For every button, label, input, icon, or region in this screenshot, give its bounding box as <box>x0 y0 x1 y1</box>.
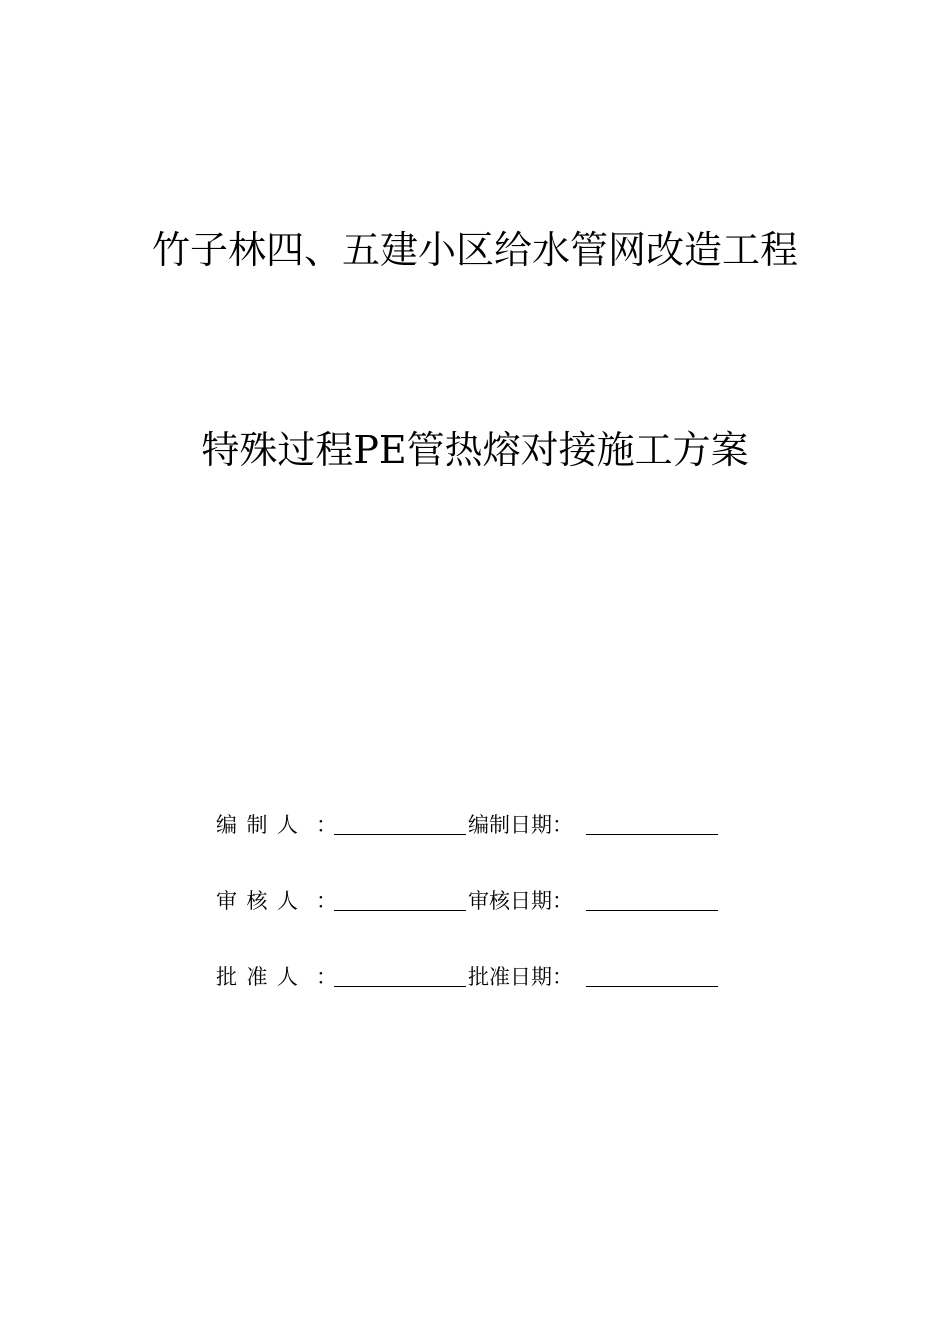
reviewer-name-blank <box>334 910 466 911</box>
approver-label-colon: ： <box>316 965 337 989</box>
reviewer-label-char: 人 <box>277 889 298 913</box>
reviewer-label <box>216 886 337 916</box>
approver-label-char: 准 <box>246 965 268 989</box>
approve-date-label: 批准日期： <box>468 965 573 989</box>
reviewer-label-colon: ： <box>316 889 337 913</box>
review-date-blank <box>586 910 718 911</box>
project-title: 竹子林四、五建小区给水管网改造工程 <box>151 228 798 272</box>
compiler-label-char: 人 <box>277 813 298 837</box>
approver-label <box>216 962 337 992</box>
compiler-name-blank <box>334 834 466 835</box>
compile-date-blank <box>586 834 718 835</box>
compile-date-label: 编制日期： <box>468 813 573 837</box>
approver-name-blank <box>334 986 466 987</box>
approver-label-char: 批 <box>216 965 237 989</box>
compiler-label-colon: ： <box>316 813 337 837</box>
compiler-label-char: 编 <box>216 813 237 837</box>
plan-title: 特殊过程PE管热熔对接施工方案 <box>201 428 749 472</box>
approver-label-char: 人 <box>277 965 298 989</box>
approve-date-blank <box>586 986 718 987</box>
reviewer-label-char: 审 <box>216 889 237 913</box>
review-date-label: 审核日期： <box>468 889 573 913</box>
compiler-label-char: 制 <box>246 813 268 837</box>
reviewer-label-char: 核 <box>246 889 268 913</box>
compiler-label <box>216 810 337 840</box>
